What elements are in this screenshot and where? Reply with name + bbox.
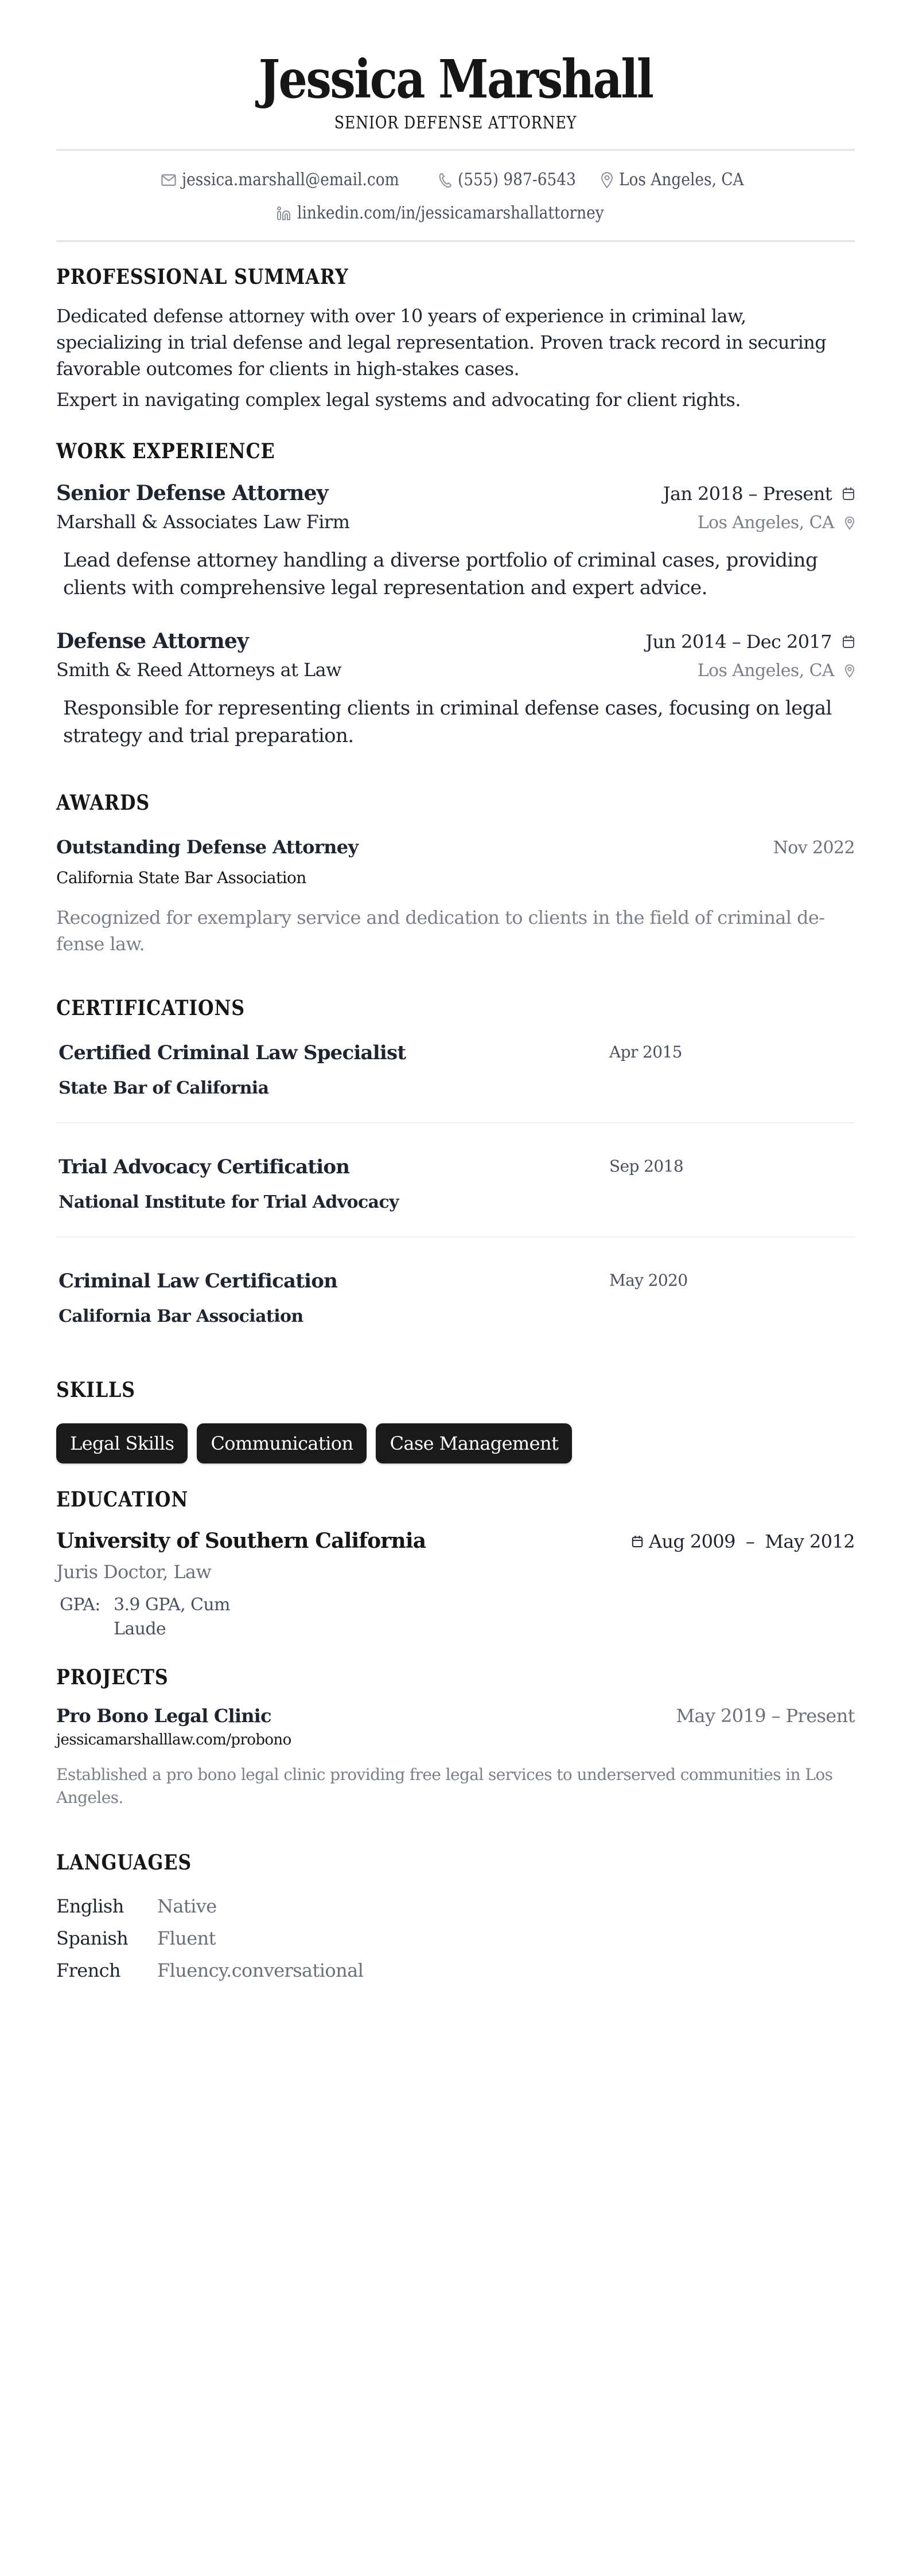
- section-heading: LANGUAGES: [56, 1851, 192, 1875]
- experience-item: [56, 481, 855, 602]
- certification-item: [56, 1122, 855, 1236]
- job-company: Smith & Reed Attorneys at Law: [56, 659, 341, 681]
- job-dates: [645, 631, 855, 653]
- experience-item: [56, 629, 855, 750]
- certification-name: Certified Criminal Law Specialist: [59, 1041, 406, 1064]
- contact-email-text: jessica.marshall@email.com: [182, 169, 399, 190]
- job-location: [698, 513, 855, 533]
- certification-main: [59, 1270, 609, 1326]
- language-list: [56, 1890, 855, 1986]
- gpa-label: GPA:: [60, 1595, 100, 1615]
- section-heading: WORK EXPERIENCE: [56, 439, 275, 464]
- contact-email[interactable]: [161, 163, 417, 197]
- education-item: [56, 1529, 855, 1641]
- certification-issuer: California Bar Association: [59, 1306, 303, 1326]
- language-level: Fluent: [157, 1927, 216, 1949]
- contact-row-primary: [56, 163, 855, 197]
- contact-row-secondary: [56, 197, 855, 230]
- certification-issuer: National Institute for Trial Advocacy: [59, 1192, 399, 1212]
- job-location: [698, 661, 855, 681]
- candidate-name: Jessica Marshall: [258, 48, 653, 110]
- language-name: English: [56, 1895, 124, 1917]
- certification-date: May 2020: [609, 1270, 688, 1290]
- contact-phone[interactable]: [438, 163, 581, 197]
- job-role: Defense Attorney: [56, 629, 249, 654]
- section-skills: [56, 1377, 855, 1463]
- job-role: Senior Defense Attorney: [56, 481, 328, 506]
- candidate-title: SENIOR DEFENSE ATTORNEY: [334, 112, 577, 133]
- section-heading: PROJECTS: [56, 1665, 169, 1690]
- linkedin-icon: [277, 206, 291, 221]
- calendar-icon: [842, 487, 855, 501]
- mail-icon: [161, 174, 176, 186]
- skill-tags: [56, 1423, 855, 1463]
- map-pin-icon: [844, 664, 855, 678]
- education-dates: [632, 1531, 855, 1552]
- award-issuer: California State Bar Association: [56, 868, 306, 887]
- section-heading: SKILLS: [56, 1377, 135, 1402]
- section-heading: AWARDS: [56, 791, 150, 815]
- education-end: May 2012: [765, 1531, 855, 1553]
- award-date: Nov 2022: [773, 837, 855, 858]
- section-heading: PROFESSIONAL SUMMARY: [56, 264, 349, 289]
- award-title: Outstanding Defense Attorney: [56, 836, 359, 858]
- language-item: [56, 1954, 855, 1986]
- certification-item: [56, 1236, 855, 1351]
- section-certifications: [56, 995, 855, 1351]
- award-item: [56, 836, 855, 957]
- certification-list: [56, 1022, 855, 1351]
- project-dates: May 2019 – Present: [676, 1705, 855, 1727]
- experience-header: [56, 629, 855, 653]
- section-summary: [56, 264, 855, 413]
- award-header: [56, 836, 855, 858]
- certification-main: [59, 1156, 609, 1212]
- summary-body: [56, 303, 855, 413]
- calendar-icon: [842, 635, 855, 649]
- language-level: Native: [157, 1895, 217, 1917]
- certification-date: Apr 2015: [609, 1042, 682, 1061]
- certification-name: Trial Advocacy Certification: [59, 1155, 350, 1178]
- section-awards: [56, 790, 855, 957]
- education-start: Aug 2009: [648, 1531, 735, 1553]
- job-dates: [663, 483, 855, 505]
- skill-tag: Communication: [197, 1423, 367, 1463]
- experience-subheader: [56, 505, 855, 533]
- gpa-value: 3.9 GPA, Cum Laude: [114, 1595, 230, 1640]
- language-item: [56, 1922, 855, 1954]
- certification-item: [56, 1022, 855, 1122]
- certification-date: Sep 2018: [609, 1156, 684, 1176]
- contact-linkedin-text: linkedin.com/in/jessicamarshallattorney: [297, 202, 604, 223]
- calendar-icon: [632, 1535, 643, 1548]
- contact-linkedin[interactable]: [277, 197, 634, 230]
- education-school: University of Southern California: [56, 1529, 426, 1554]
- map-pin-icon: [601, 171, 613, 189]
- map-pin-icon: [844, 516, 855, 530]
- job-location-text: Los Angeles, CA: [697, 661, 834, 681]
- section-education: [56, 1486, 855, 1642]
- summary-paragraph: Expert in navigating complex legal systems and advocating for client rights.: [56, 389, 741, 411]
- education-gpa: [60, 1593, 855, 1641]
- project-header: [56, 1705, 855, 1727]
- certification-main: [59, 1041, 609, 1098]
- job-location-text: Los Angeles, CA: [697, 513, 834, 533]
- experience-header: [56, 481, 855, 505]
- resume-header: [56, 48, 855, 133]
- phone-icon: [438, 172, 452, 188]
- summary-paragraph: Dedicated defense attorney with over 10 years of experience in criminal law, specializing in trial defense and legal representation. Proven track record in securing favorable outcomes for clients in high-stakes cases.: [56, 305, 827, 380]
- certification-issuer: State Bar of California: [59, 1078, 269, 1098]
- section-projects: [56, 1664, 855, 1809]
- education-degree: Juris Doctor, Law: [56, 1561, 212, 1583]
- job-description: Responsible for representing clients in criminal defense cases, focusing on legal strategy and trial preparation.: [63, 697, 832, 748]
- contact-location: [601, 163, 749, 197]
- skill-tag: Legal Skills: [56, 1423, 188, 1463]
- language-name: Spanish: [56, 1927, 129, 1949]
- skill-tag: Case Management: [376, 1423, 572, 1463]
- job-description: Lead defense attorney handling a diverse portfolio of criminal cases, providing clients with comprehensive legal representation and expert advice.: [63, 549, 818, 600]
- language-name: French: [56, 1959, 120, 1981]
- education-date-separator: –: [745, 1531, 755, 1553]
- project-item: [56, 1705, 855, 1809]
- job-dates-text: Jun 2014 – Dec 2017: [645, 631, 832, 653]
- section-languages: [56, 1849, 855, 1986]
- project-name: Pro Bono Legal Clinic: [56, 1705, 271, 1727]
- contact-location-text: Los Angeles, CA: [619, 169, 745, 190]
- certification-name: Criminal Law Certification: [59, 1269, 338, 1293]
- contact-phone-text: (555) 987-6543: [457, 169, 576, 190]
- language-level: Fluency.conversational: [157, 1959, 364, 1981]
- section-heading: CERTIFICATIONS: [56, 996, 246, 1020]
- header-divider-bottom: [56, 240, 855, 242]
- award-description: Recognized for exemplary service and dedication to clients in the field of criminal defense law.: [56, 906, 826, 955]
- education-header: [56, 1529, 855, 1553]
- section-experience: [56, 438, 855, 750]
- section-heading: EDUCATION: [56, 1487, 189, 1512]
- job-dates-text: Jan 2018 – Present: [663, 483, 832, 505]
- language-item: [56, 1890, 855, 1922]
- job-company: Marshall & Associates Law Firm: [56, 511, 350, 533]
- project-description: Established a pro bono legal clinic providing free legal services to underserved communities in Los Angeles.: [56, 1765, 833, 1808]
- experience-subheader: [56, 653, 855, 681]
- project-link[interactable]: jessicamarshalllaw.com/probono: [56, 1731, 291, 1749]
- contact-info: [56, 151, 855, 240]
